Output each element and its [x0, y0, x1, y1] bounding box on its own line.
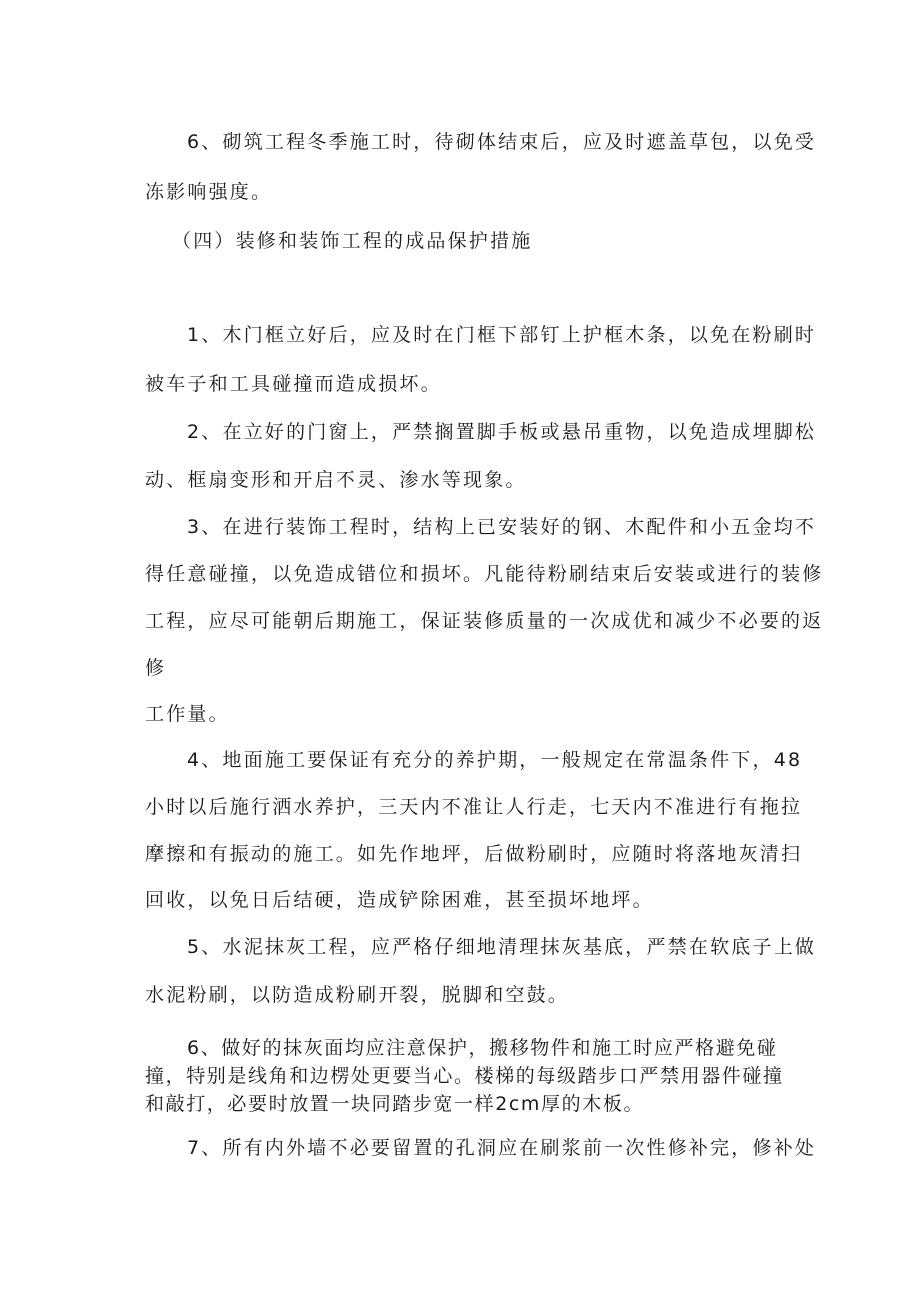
section-heading: （四）装修和装饰工程的成品保护措施 [172, 230, 533, 252]
para-1-line-2: 被车子和工具碰撞而造成损坏。 [145, 373, 442, 395]
para-3-line-1: 3、在进行装饰工程时，结构上已安装好的钢、木配件和小五金均不 [187, 516, 817, 538]
para-3-line-5: 工作量。 [145, 703, 230, 725]
para-4-line-4: 回收，以免日后结硬，造成铲除困难，甚至损坏地坪。 [145, 889, 654, 911]
para-4-line-3: 摩擦和有振动的施工。如先作地坪，后做粉刷时，应随时将落地灰清扫 [145, 843, 803, 865]
para-2-line-2: 动、框扇变形和开启不灵、渗水等现象。 [145, 469, 527, 491]
para-6-line-2: 撞，特别是线角和边楞处更要当心。楼梯的每级踏步口严禁用器件碰撞 [145, 1065, 784, 1087]
para-3-line-3: 工程，应尽可能朝后期施工，保证装修质量的一次成优和减少不必要的返 [145, 610, 824, 632]
para-6-line-3: 和敲打，必要时放置一块同踏步宽一样2cm厚的木板。 [145, 1093, 645, 1115]
para-1-line-1: 1、木门框立好后，应及时在门框下部钉上护框木条，以免在粉刷时 [187, 324, 817, 346]
para-5-line-1: 5、水泥抹灰工程，应严格仔细地清理抹灰基底，严禁在软底子上做 [187, 936, 817, 958]
para-5-line-2: 水泥粉刷，以防造成粉刷开裂，脱脚和空鼓。 [145, 984, 570, 1006]
para-3-line-4: 修 [145, 657, 167, 679]
para-7-line-1: 7、所有内外墙不必要留置的孔洞应在刷浆前一次性修补完，修补处 [187, 1137, 817, 1159]
para-4-line-1: 4、地面施工要保证有充分的养护期，一般规定在常温条件下，48 [187, 749, 803, 771]
para-4-line-2: 小时以后施行洒水养护，三天内不准让人行走，七天内不准进行有拖拉 [145, 796, 803, 818]
para-6-line-1: 6、做好的抹灰面均应注意保护，搬移物件和施工时应严格避免碰 [187, 1037, 778, 1059]
para-3-line-2: 得任意碰撞，以免造成错位和损坏。凡能待粉刷结束后安装或进行的装修 [145, 563, 824, 585]
para-6-masonry-line-1: 6、砌筑工程冬季施工时，待砌体结束后，应及时遮盖草包，以免受 [187, 131, 817, 153]
para-6-masonry-line-2: 冻影响强度。 [145, 181, 273, 203]
para-2-line-1: 2、在立好的门窗上，严禁搁置脚手板或悬吊重物，以免造成埋脚松 [187, 421, 817, 443]
